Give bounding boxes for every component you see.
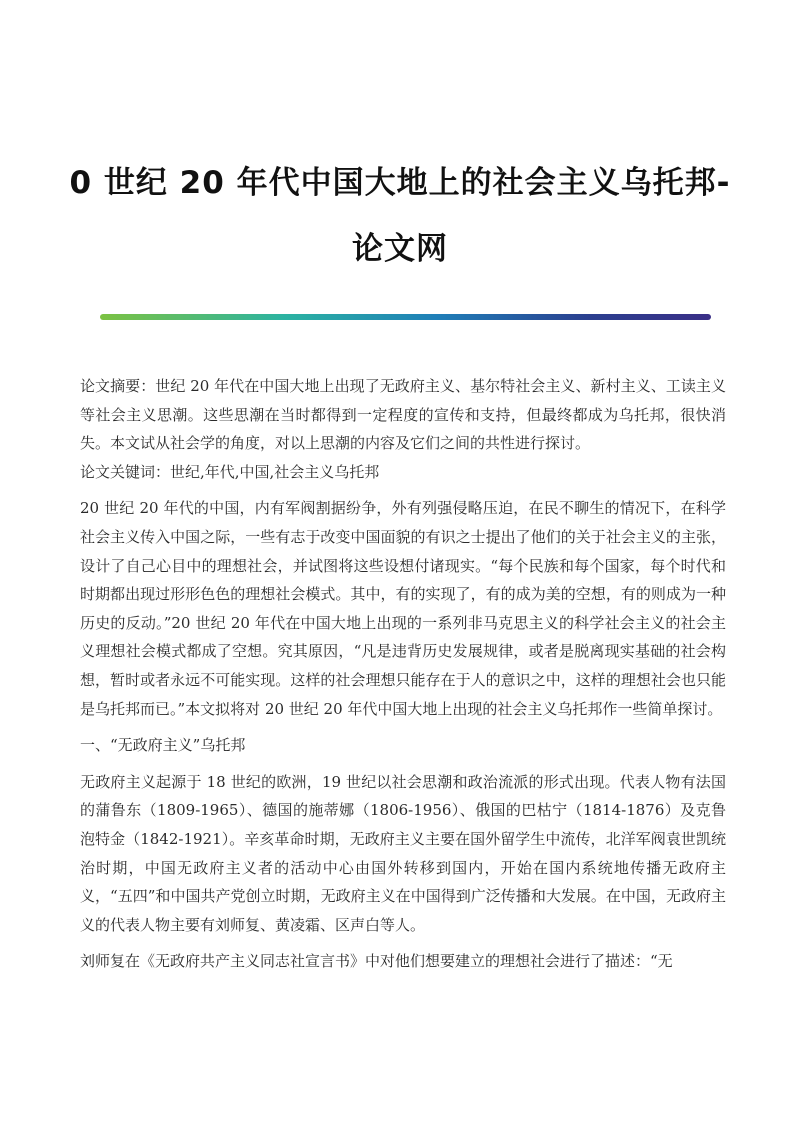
document-body (80, 372, 726, 984)
section1-paragraph-1: 无政府主义起源于 18 世纪的欧洲，19 世纪以社会思潮和政治流派的形式出现。代表人物有法国的蒲鲁东（1809-1965）、德国的施蒂娜（1806-1956）、俄国的巴枯宁（1814-1876）及克鲁泡特金（1842-1921）。辛亥革命时期，无政府主义主要在国外留学生中流传，北洋军阀袁世凯统治时期，中国无政府主义者的活动中心由国外转移到国内，开始在国内系统地传播无政府主义，“五四”和中国共产党创立时期，无政府主义在中国得到广泛传播和大发展。在中国，无政府主义的代表人物主要有刘师复、黄凌霜、区声白等人。 (80, 772, 726, 934)
document-title (60, 150, 740, 282)
keywords-line: 论文关键词：世纪,年代,中国,社会主义乌托邦 (80, 462, 380, 481)
title-line-2: 论文网 (352, 231, 448, 267)
abstract-paragraph: 论文摘要：世纪 20 年代在中国大地上出现了无政府主义、基尔特社会主义、新村主义、工读主义等社会主义思潮。这些思潮在当时都得到一定程度的宣传和支持，但最终都成为乌托邦，很快消失。本文试从社会学的角度，对以上思潮的内容及它们之间的共性进行探讨。 (80, 377, 726, 453)
intro-paragraph: 20 世纪 20 年代的中国，内有军阀割据纷争，外有列强侵略压迫，在民不聊生的情况下，在科学社会主义传入中国之际，一些有志于改变中国面貌的有识之士提出了他们的关于社会主义的主张，设计了自己心目中的理想社会，并试图将这些设想付诸现实。“每个民族和每个国家，每个时代和时期都出现过形形色色的理想社会模式。其中，有的实现了，有的成为美的空想，有的则成为一种历史的反动。”20 世纪 20 年代在中国大地上出现的一系列非马克思主义的科学社会主义的社会主义理想社会模式都成了空想。究其原因，“凡是违背历史发展规律，或者是脱离现实基础的社会构想，暂时或者永远不可能实现。这样的社会理想只能存在于人的意识之中，这样的理想社会也只能是乌托邦而已。”本文拟将对 20 世纪 20 年代中国大地上出现的社会主义乌托邦作一些简单探讨。 (80, 499, 726, 718)
title-line-1: 0 世纪 20 年代中国大地上的社会主义乌托邦- (69, 165, 731, 201)
section1-paragraph-2: 刘师复在《无政府共产主义同志社宣言书》中对他们想要建立的理想社会进行了描述：“无 (80, 952, 673, 971)
section-heading-1: 一、“无政府主义”乌托邦 (80, 736, 246, 755)
title-divider (100, 314, 711, 320)
